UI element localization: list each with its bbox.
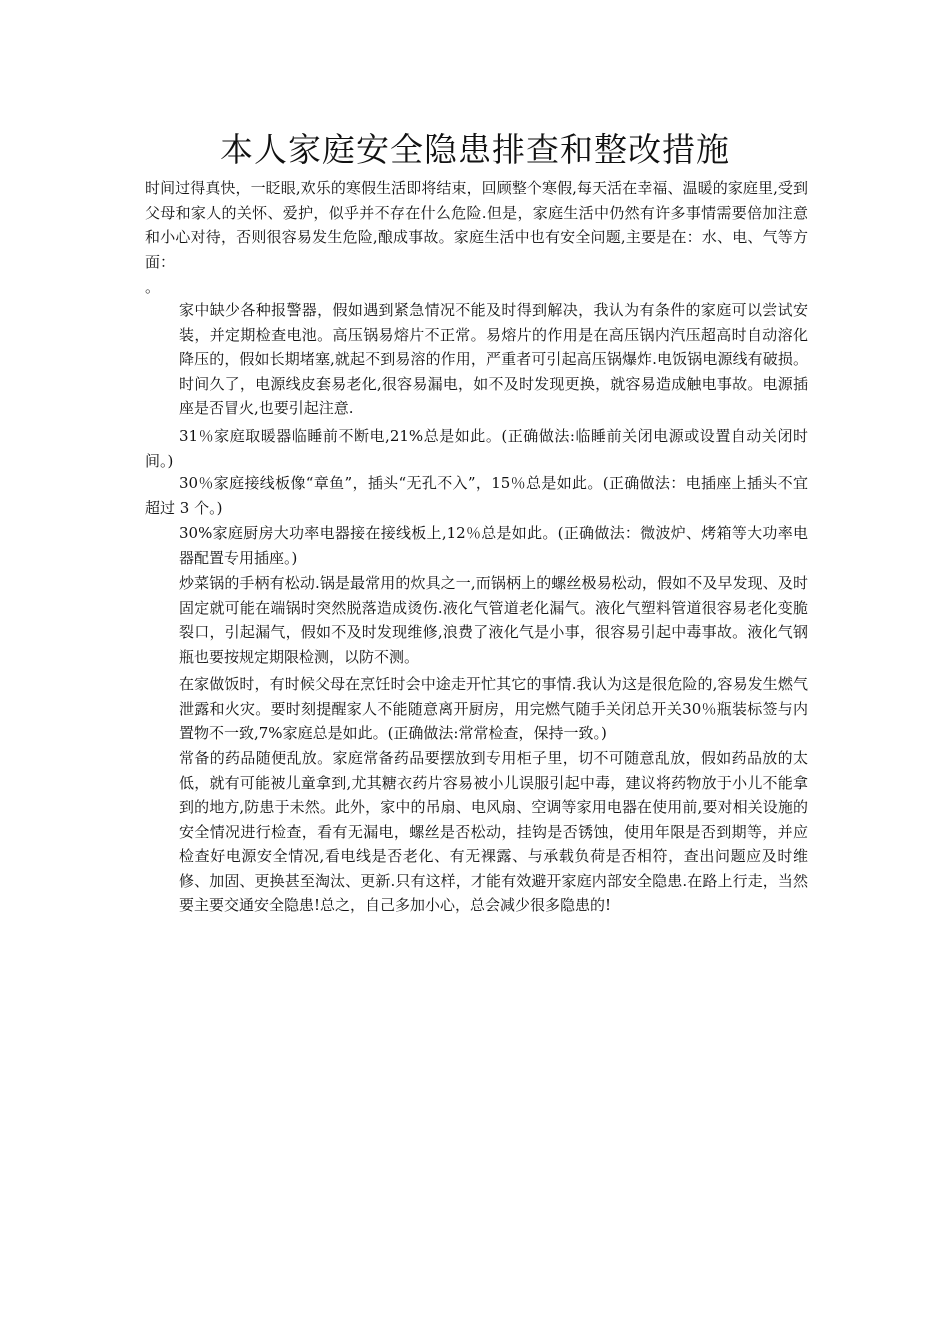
intro-paragraph: 时间过得真快，一眨眼,欢乐的寒假生活即将结束，回顾整个寒假,每天活在幸福、温暖的家庭里,受到父母和家人的关怀、爱护，似乎并不存在什么危险.但是，家庭生活中仍然有许多事情需要倍加注意和小心对待，否则很容易发生危险,酿成事故。家庭生活中也有安全问题,主要是在：水、电、气等方面： xyxy=(145,179,808,271)
heater-section xyxy=(145,424,808,473)
kitchen-section xyxy=(145,521,808,570)
kitchen-appliance-paragraph: 30%家庭厨房大功率电器接在接线板上,12％总是如此。(正确做法：微波炉、烤箱等大功率电器配置专用插座。) xyxy=(179,524,808,567)
wok-section xyxy=(145,571,808,669)
medicine-paragraph: 常备的药品随便乱放。家庭常备药品要摆放到专用柜子里，切不可随意乱放，假如药品放的太低，就有可能被儿童拿到,尤其糖衣药片容易被小儿误服引起中毒，建议将药物放于小儿不能拿到的地方,防患于未然。此外，家中的吊扇、电风扇、空调等家用电器在使用前,要对相关设施的安全情况进行检查，看有无漏电，螺丝是否松动，挂钩是否锈蚀，使用年限是否到期等，并应检查好电源安全情况,看电线是否老化、有无裸露、与承载负荷是否相符，查出问题应及时维修、加固、更换甚至淘汰、更新.只有这样，才能有效避开家庭内部安全隐患.在路上行走，当然要主要交通安全隐患!总之，自己多加小心，总会减少很多隐患的! xyxy=(179,749,808,914)
strip-section xyxy=(145,471,808,520)
wok-gas-paragraph: 炒菜锅的手柄有松动.锅是最常用的炊具之一,而锅柄上的螺丝极易松动，假如不及早发现、及时固定就可能在端锅时突然脱落造成烫伤.液化气管道老化漏气。液化气塑料管道很容易老化变脆裂口，引起漏气，假如不及时发现维修,浪费了液化气是小事，很容易引起中毒事故。液化气钢瓶也要按规定期限检测，以防不测。 xyxy=(179,574,808,666)
medicine-section xyxy=(145,746,808,918)
heater-paragraph: 31％家庭取暖器临睡前不断电,21%总是如此。(正确做法:临睡前关闭电源或设置自动关闭时间。) xyxy=(145,427,808,470)
cooking-section xyxy=(145,672,808,746)
page-title: 本人家庭安全隐患排查和整改措施 xyxy=(220,130,730,169)
cooking-paragraph: 在家做饭时，有时候父母在烹饪时会中途走开忙其它的事情.我认为这是很危险的,容易发生燃气泄露和火灾。要时刻提醒家人不能随意离开厨房，用完燃气随手关闭总开关30％瓶装标签与内置物不一致,7%家庭总是如此。(正确做法:常常检查，保持一致。) xyxy=(179,675,808,742)
alarms-paragraph: 家中缺少各种报警器，假如遇到紧急情况不能及时得到解决，我认为有条件的家庭可以尝试安装，并定期检查电池。高压锅易熔片不正常。易熔片的作用是在高压锅内汽压超高时自动溶化降压的，假如长期堵塞,就起不到易溶的作用，严重者可引起高压锅爆炸.电饭锅电源线有破损。时间久了，电源线皮套易老化,很容易漏电，如不及时发现更换，就容易造成触电事故。电源插座是否冒火,也要引起注意. xyxy=(179,301,808,417)
power-strip-paragraph: 30％家庭接线板像“章鱼”，插头“无孔不入”，15％总是如此。(正确做法：电插座上插头不宜超过 3 个。) xyxy=(145,474,808,517)
stray-period: 。 xyxy=(145,278,161,296)
alarms-section xyxy=(145,298,808,421)
